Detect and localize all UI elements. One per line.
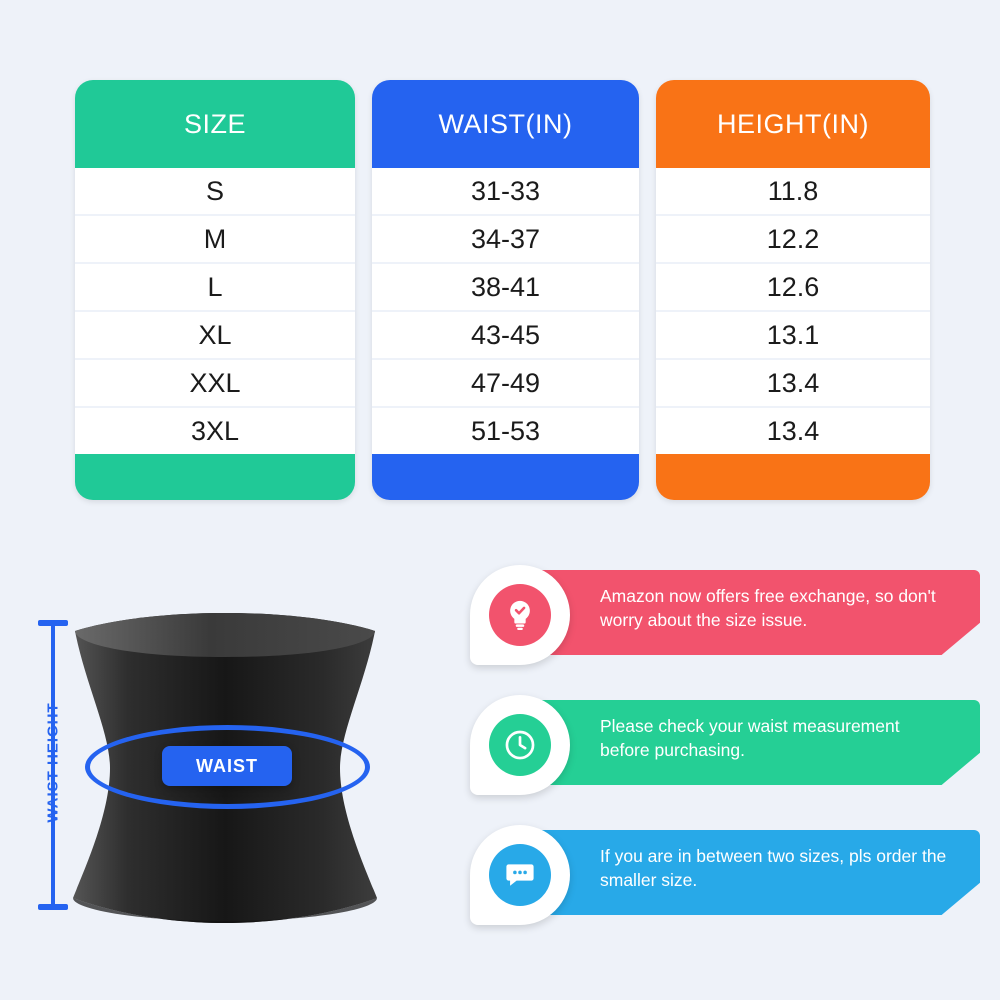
table-cell: 3XL: [75, 408, 355, 454]
waist-trainer-image: [65, 613, 385, 923]
size-chart-column-waist: [372, 80, 639, 500]
note-text: If you are in between two sizes, pls order the smaller size.: [600, 846, 947, 890]
waist-height-label: WAIST HEIGHT: [44, 702, 62, 823]
table-cell: 34-37: [372, 216, 639, 264]
clock-icon: [503, 728, 537, 762]
column-footer-height: [656, 468, 930, 500]
table-cell: 12.6: [656, 264, 930, 312]
table-cell: XL: [75, 312, 355, 360]
table-cell: L: [75, 264, 355, 312]
size-chart-table: [75, 80, 930, 500]
note-item: [470, 565, 980, 660]
lightbulb-check-icon: [503, 598, 537, 632]
product-illustration: [20, 565, 430, 965]
height-measure-cap-bottom: [38, 904, 68, 910]
size-chart-column-size: [75, 80, 355, 500]
column-footer-waist: [372, 468, 639, 500]
table-cell: 13.4: [656, 408, 930, 454]
column-cells-size: [75, 168, 355, 468]
note-badge: [470, 565, 570, 665]
table-cell: M: [75, 216, 355, 264]
column-header-height: HEIGHT(IN): [717, 108, 869, 139]
table-cell: 13.4: [656, 360, 930, 408]
note-icon-disc: [489, 844, 551, 906]
note-item: [470, 825, 980, 920]
table-cell: 12.2: [656, 216, 930, 264]
table-cell: 13.1: [656, 312, 930, 360]
column-header-size: SIZE: [183, 108, 246, 139]
height-measure-cap-top: [38, 620, 68, 626]
table-cell: 38-41: [372, 264, 639, 312]
size-chart-column-height: [656, 80, 930, 500]
table-cell: 47-49: [372, 360, 639, 408]
note-text: Please check your waist measurement before purchasing.: [600, 716, 900, 760]
waist-label: WAIST: [162, 746, 292, 786]
note-text: Amazon now offers free exchange, so don't worry about the size issue.: [600, 586, 936, 630]
column-header-waist: WAIST(IN): [438, 108, 573, 139]
table-cell: 31-33: [372, 168, 639, 216]
note-item: [470, 695, 980, 790]
note-icon-disc: [489, 584, 551, 646]
column-footer-size: [75, 468, 355, 500]
column-cells-waist: [372, 168, 639, 468]
table-cell: XXL: [75, 360, 355, 408]
notes-section: [430, 555, 980, 975]
note-icon-disc: [489, 714, 551, 776]
chat-bubble-icon: [503, 858, 537, 892]
note-badge: [470, 695, 570, 795]
table-cell: S: [75, 168, 355, 216]
note-badge: [470, 825, 570, 925]
table-cell: 51-53: [372, 408, 639, 454]
table-cell: 43-45: [372, 312, 639, 360]
column-cells-height: [656, 168, 930, 468]
table-cell: 11.8: [656, 168, 930, 216]
